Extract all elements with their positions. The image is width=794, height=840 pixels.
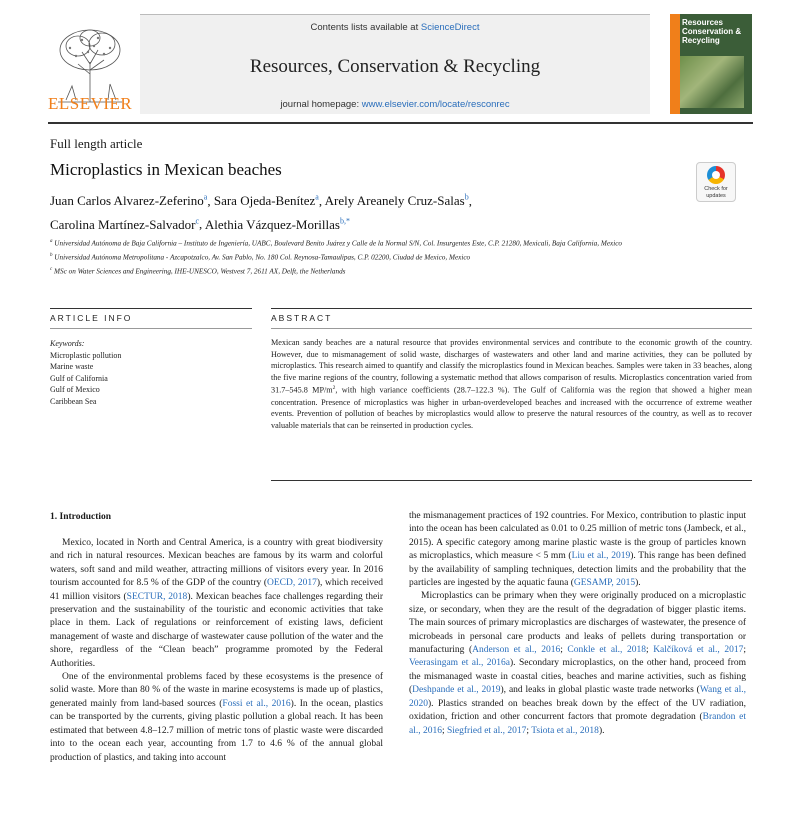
keyword: Gulf of California [50,373,108,383]
journal-header-box [140,14,650,114]
paragraph-text: ), and leaks in global plastic waste trade networks ( [500,685,700,696]
paragraph [50,671,383,765]
paragraph-text: ; [526,725,532,736]
affiliation: $^b$ Universidad Autónoma Metropolitana - Azcapotzalco, Av. San Pablo, No. 180 Col. Reynosa-Tamaulipas, C.P. 02200, Ciudad de Mexico, Mexico [50,252,471,262]
journal-homepage-line: journal homepage: www.elsevier.com/locate/resconrec [280,99,510,110]
abstract-heading: ABSTRACT [271,313,333,323]
paragraph-text: ). Plastics stranded on beaches break down by the effect of the UV radiation, oxidation, friction and other concurrent factors that promote degradation ( [409,698,746,723]
citation-link[interactable]: Kalčíková et al., 2017 [653,645,744,656]
journal-homepage-link[interactable]: www.elsevier.com/locate/resconrec [361,99,510,110]
article-info-subrule [50,328,252,329]
paragraph-text: ). [598,725,605,736]
cover-image [680,56,744,108]
abstract-bottom-rule [271,480,752,481]
author[interactable]: Alethia Vázquez-Morillas$^{b,*}$ [204,216,350,232]
citation-link[interactable]: Siegfried et al., 2017 [447,725,527,736]
author[interactable]: Carolina Martínez-Salvador$^c$ [50,216,200,232]
keywords-block [50,338,250,407]
keyword: Marine waste [50,362,94,371]
abstract-subrule [271,328,752,329]
paragraph-text: ). This range has been defined by the availability of sampling techniques, detection limits and the probability that the particles are ingested by the aquatic fauna ( [409,551,747,589]
paragraph-text: Mexico, located in North and Central America, is a country with great biodiversity and rich in natural resources. Mexican beaches are famous by its warm and colorful waters, soft sand and mild weather, attracting millions of visitors every year. In 2016 tourism accounted for 8.5 % of the GDP of the country ( [50,538,383,589]
paragraph-text: One of the environmental problems faced by these ecosystems is the presence of solid waste. More than 80 % of the waste in marine ecosystems is made up of plastics, generated mainly from land-based sources ( [50,672,383,709]
citation-link[interactable]: Liu et al., 2019 [571,551,631,562]
citation-link[interactable]: OECD, 2017 [266,578,317,589]
paragraph-text: Microplastics can be primary when they were originally produced on a microplastic size, or secondary, when they are the result of the degradation of bigger plastic items. The main sources of primary microplastics are discharges of wastewater, the presence of microbeads in personal care products and leaks of pellets during transportation or manufacturing ( [409,591,746,656]
paragraph [409,590,746,737]
paragraph [409,510,746,590]
journal-cover-thumbnail[interactable] [670,14,752,114]
keyword: Microplastic pollution [50,350,122,360]
paragraph [50,537,383,671]
citation-link[interactable]: Veerasingam et al., 2016a [409,658,510,669]
author-list: Juan Carlos Alvarez-Zeferino$^a$, Sara Ojeda-Benítez$^a$, Arely Areanely Cruz-Salas$^b$, Carolina Martínez-Salvador$^c$, Alethia Vázquez-Morillas$^{b,*}$ [50,193,472,232]
paragraph-text: ; [645,645,654,656]
citation-link[interactable]: SECTUR, 2018 [126,591,188,602]
paragraph-text: ; [560,645,568,656]
keywords-label: Keywords: [50,339,85,348]
paragraph-text: the mismanagement practices of 192 countries. For Mexico, contribution to plastic input into the ocean has been calculated as 0.01 to 0.25 million of metric tons (Jambeck, et al., 2015). A specific category among marine plastic waste is the group of particles known as microplastics, which measure < 5 mm ( [409,511,746,562]
citation-link[interactable]: Tsiota et al., 2018 [531,725,599,736]
paragraph-text: ; [441,725,447,736]
check-updates-icon [707,166,725,184]
abstract-rule [271,308,752,309]
journal-name: Resources, Conservation & Recycling [249,56,541,77]
affiliation: $^a$ Universidad Autónoma de Baja California – Instituto de Ingeniería, UABC, Boulevard Benito Juárez y Calle de la Normal S/N, Col. Insurgentes Este, C.P. 21280, Mexicali, Baja California, Mexico [50,239,622,248]
paragraph-text: ). In the ocean, plastics can be transported by the currents, giving plastic pollution a global reach. It has been estimated that between 4.8–12.7 million of metric tons of plastic waste were discarded into to the ocean each year, accounting from 1.7 to 4.6 % of the annual global production of plastics, and taking into account [50,698,384,763]
cover-title: Resources Conservation & Recycling [682,18,742,45]
citation-link[interactable]: Anderson et al., 2016 [472,645,561,656]
citation-link[interactable]: GESAMP, 2015 [573,578,636,589]
body-right-column [409,510,746,738]
citation-link[interactable]: Brandon et al., 2016 [409,712,746,736]
article-title: Microplastics in Mexican beaches [50,160,282,179]
author[interactable]: Sara Ojeda-Benítez$^a$ [213,193,319,209]
body-left-column [50,537,383,765]
keyword: Caribbean Sea [50,396,97,406]
sciencedirect-link[interactable]: ScienceDirect [420,22,480,33]
citation-link[interactable]: Wang et al., 2020 [409,685,746,709]
header-divider [48,122,753,124]
paragraph-text: ; [743,645,747,656]
paragraph-text: ), which received 41 million visitors ( [50,578,383,602]
publisher-logo-text: ELSEVIER [48,94,133,113]
abstract-text: Mexican sandy beaches are a natural resource that provides environmental services and contribute to the economic growth of the country. However, due to mismanagement of solid waste, discharges of wastewaters and other land and marine activities, they can be polluted by microplastics. This research aimed to quantify and classify the microplastics found in Mexican beaches. Samples were taken in 33 beaches, along the five marine regions of the country, following a systematic method that allows comparison of results. Microplastics concentration varied from 31.7–545.8 $MP/m^2$, with high variance coefficients (28.7–122.3 %). The Gulf of California was the region that showed a higher mean concentration. Presence of microplastics was higher in urban-overdeveloped beaches and increased with the occurrence of extreme weather events. Prevention of pollution of beaches by microplastics would allow to preserve the natural resources of the country, as well as to recover valuable materials that can be reinserted in production cycles. [271,338,752,430]
paragraph-text: ). Secondary microplastics, on the other hand, proceed from the mismanaged waste in coastal cities, beaches and marine activities, such as fishing ( [409,658,746,696]
section-heading: 1. Introduction [50,512,112,522]
citation-link[interactable]: Conkle et al., 2018 [567,645,646,656]
paragraph-text: ). [635,578,641,589]
author[interactable]: Juan Carlos Alvarez-Zeferino$^a$ [50,193,208,209]
article-info-rule [50,308,252,309]
article-type: Full length article [50,136,143,151]
author[interactable]: Arely Areanely Cruz-Salas$^b$ [324,193,469,209]
citation-link[interactable]: Fossi et al., 2016 [222,698,291,709]
affiliations [50,236,700,278]
keyword: Gulf of Mexico [50,385,100,394]
affiliation: $^c$ MSc on Water Sciences and Engineering, IHE-UNESCO, Westvest 7, 2611 AX, Delft, the Netherlands [50,266,346,276]
citation-link[interactable]: Deshpande et al., 2019 [412,685,501,696]
article-info-heading: ARTICLE INFO [50,313,133,323]
contents-line: Contents lists available at ScienceDirect [310,22,480,33]
check-for-updates-button[interactable]: Check for updates [696,162,736,202]
paragraph-text: ). Mexican beaches face challenges regarding their preservation and the sustainability of the touristic and economic activities that take place in them. Lack of regulations or reinforcement of existing laws, deficient management of waste and discharge of wastewater cause pollution of the water and the shore, regardless of the “Clean beach” programme promoted by the Federal Authorities. [50,591,383,669]
